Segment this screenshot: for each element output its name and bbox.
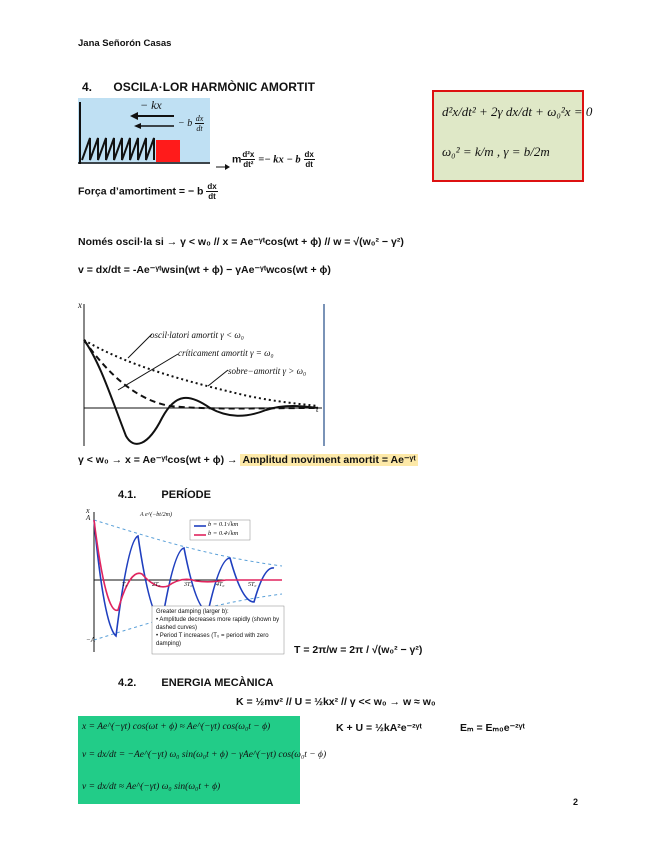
graph2-note-3: • Period T increases (T₀ = period with zero damping) [156,633,269,647]
label-pointer-critical [118,354,178,390]
mass-block [156,140,180,162]
graph2-notes [156,608,282,648]
section-heading [82,80,315,94]
equation-box [432,90,593,182]
newton-lhs-frac [241,150,255,169]
page-number: 2 [573,797,579,807]
overdamped-label: sobre−amortit γ > ω₀ [228,366,307,376]
velocity-line: v = dx/dt = -Ae⁻ᵞᵗwsin(wt + ϕ) − γAe⁻ᵞᵗwcos(wt + ϕ) [78,264,331,276]
green-line3: v = dx/dt ≈ Ae^(−γt) ω₀ sin(ω₀t + ϕ) [82,782,221,792]
author-name: Jana Señorón Casas [78,38,172,49]
newton-lhs-bottom: dt² [243,160,254,169]
period-graph [86,506,286,656]
energy-total: K + U = ½kA²e⁻²ᵞᵗ [336,722,422,734]
tick-3t0: 3T₀ [184,582,193,588]
amplitude-highlight: Amplitud moviment amortit = Ae⁻ᵞᵗ [242,454,416,466]
eq-box-line2: ω₀² = k/m , γ = b/2m [442,144,550,159]
subsection-period-number: 4.1. [118,489,137,501]
damping-regimes-graph [78,300,328,448]
x-axis-arrow [216,158,230,176]
section-number: 4. [82,80,93,94]
green-line2: v = dx/dt = −Ae^(−γt) ω₀ sin(ω₀t + ϕ) − γAe^(−γt) cos(ω₀t − ϕ) [82,750,327,760]
damping-force-label [178,114,204,133]
tick-t0: T₀ [122,582,128,588]
graph2-envelope-label: A e^(−bt/2m) [140,512,172,518]
green-line1: x = Ae^(−γt) cos(ωt + ϕ) ≈ Ae^(−γt) cos(ω₀t − ϕ) [82,722,271,732]
graph2-x-label: x [86,506,90,515]
graph2-y-bottom: −A [86,636,95,644]
graph2-note-1: Greater damping (larger b): [156,609,229,615]
damping-frac-bottom: dt [196,124,203,133]
legend-blue-label: b = 0.1√km [208,521,239,528]
damping-force-frac-bottom: dt [208,192,216,201]
newton-lhs-top: d²x [242,150,255,159]
energy-line: K = ½mv² // U = ½kx² // γ << w₀ → w ≈ w₀ [236,696,436,708]
tick-2t0: 2T₀ [152,582,161,588]
damping-force-frac [206,182,217,201]
subsection-period-title: PERÍODE [161,489,211,501]
damping-frac-top: dx [195,114,204,123]
subsection-period [118,489,211,501]
critical-label: críticament amortit γ = ω₀ [178,348,274,358]
section-title: OSCILA·LOR HARMÒNIC AMORTIT [113,80,315,94]
oscillatory-label: oscil·latori amortit γ < ω₀ [150,330,244,340]
graph1-x-label: x [78,300,82,310]
eq-box-line1: d²x/dt² + 2γ dx/dt + ω₀²x = 0 [442,104,593,119]
newton-m: m [232,153,242,166]
energy-mech: Eₘ = Eₘ₀e⁻²ᵞᵗ [460,722,525,734]
subsection-energy-title: ENERGIA MECÀNICA [161,677,274,689]
condition-line: Només oscil·la si → γ < w₀ // x = Ae⁻ᵞᵗcos(wt + ϕ) // w = √(w₀² − γ²) [78,236,404,248]
period-formula: T = 2π/w = 2π / √(w₀² − γ²) [294,644,423,656]
tick-4t0: 4T₀ [216,582,225,588]
newton-rhs-bottom: dt [305,160,313,169]
newton-rhs: =− kx − b [258,154,301,166]
graph2-note-2: • Amplitude decreases more rapidly (shown by dashed curves) [156,617,280,631]
damping-force-line [78,182,218,201]
subsection-energy-number: 4.2. [118,677,137,689]
label-pointer-oscillatory [128,334,152,358]
graph2-y-top: A [86,514,91,522]
newton-rhs-frac [304,150,315,169]
legend-red-label: b = 0.4√km [208,530,239,537]
green-equations-box [78,716,327,804]
label-pointer-over [208,370,228,386]
subsection-energy [118,677,273,689]
graph1-t-label: t [316,404,319,414]
newton-equation [232,150,315,169]
damping-force-frac-top: dx [207,182,217,191]
newton-rhs-top: dx [304,150,314,159]
tick-5t0: 5T₀ [248,582,257,588]
amplitude-prefix: γ < w₀ → x = Ae⁻ᵞᵗcos(wt + ϕ) → [78,454,238,466]
amplitude-line [78,454,418,466]
spring-force-label: − kx [140,98,162,112]
damping-frac [195,114,205,133]
damping-b: − b [178,117,193,129]
damping-force-text: Força d’amortiment = − b [78,185,204,198]
